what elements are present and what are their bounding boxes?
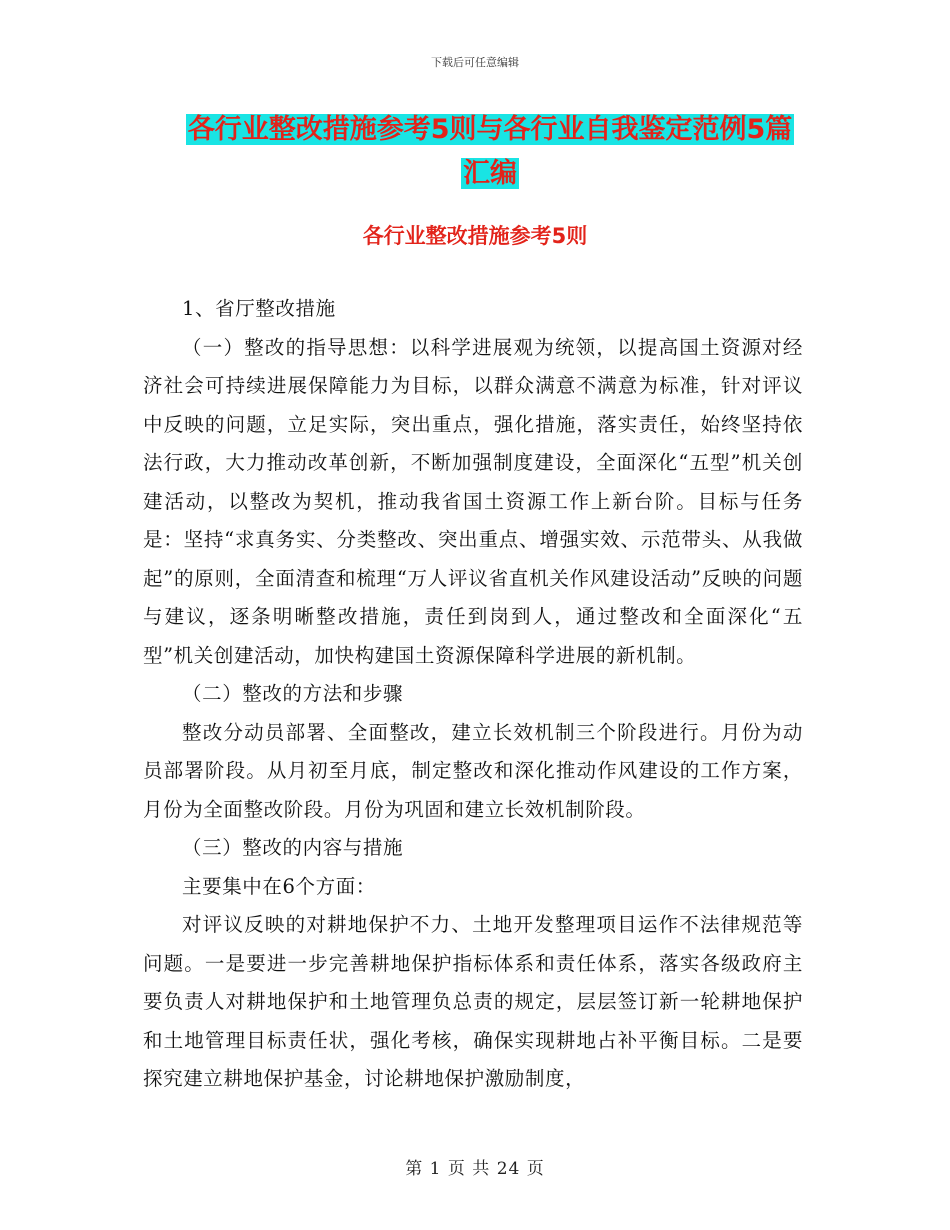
paragraph: 主要集中在6个方面： xyxy=(182,874,376,898)
paragraph: （一）整改的指导思想：以科学进展观为统领，以提高国土资源对经济社会可持续进展保障能力为目标，以群众满意不满意为标准，针对评议中反映的问题，立足实际，突出重点，强化措施，落实责任，始终坚持依法行政，大力推动改革创新，不断加强制度建设，全面深化“五型”机关创建活动，以整改为契机，推动我省国土资源工作上新台阶。目标与任务是：坚持“求真务实、分类整改、突出重点、增强实效、示范带头、从我做起”的原则，全面清查和梳理“万人评议省直机关作风建设活动”反映的问题与建议，逐条明晰整改措施，责任到岗到人，通过整改和全面深化“五型”机关创建活动，加快构建国土资源保障科学进展的新机制。 xyxy=(143,335,803,667)
paragraph: 整改分动员部署、全面整改，建立长效机制三个阶段进行。月份为动员部署阶段。从月初至月底，制定整改和深化推动作风建设的工作方案，月份为全面整改阶段。月份为巩固和建立长效机制阶段。 xyxy=(143,720,803,821)
paragraph-heading-1: 1、省厅整改措施 xyxy=(182,297,336,320)
document-body xyxy=(143,290,803,1099)
header-note: 下载后可任意编辑 xyxy=(431,56,519,69)
page-footer: 第 1 页 共 24 页 xyxy=(405,1159,545,1179)
paragraph-heading-2: （二）整改的方法和步骤 xyxy=(182,682,404,705)
document-title-line-2: 汇编 xyxy=(463,158,517,189)
document-title-line-1: 各行业整改措施参考5则与各行业自我鉴定范例5篇 xyxy=(187,114,793,145)
section-title: 各行业整改措施参考5则 xyxy=(362,224,588,248)
paragraph-heading-3: （三）整改的内容与措施 xyxy=(182,836,404,859)
document-title xyxy=(140,108,840,196)
paragraph: 对评议反映的对耕地保护不力、土地开发整理项目运作不法律规范等问题。一是要进一步完善耕地保护指标体系和责任体系，落实各级政府主要负责人对耕地保护和土地管理负总责的规定，层层签订新一轮耕地保护和土地管理目标责任状，强化考核，确保实现耕地占补平衡目标。二是要探究建立耕地保护基金，讨论耕地保护激励制度， xyxy=(143,913,803,1090)
